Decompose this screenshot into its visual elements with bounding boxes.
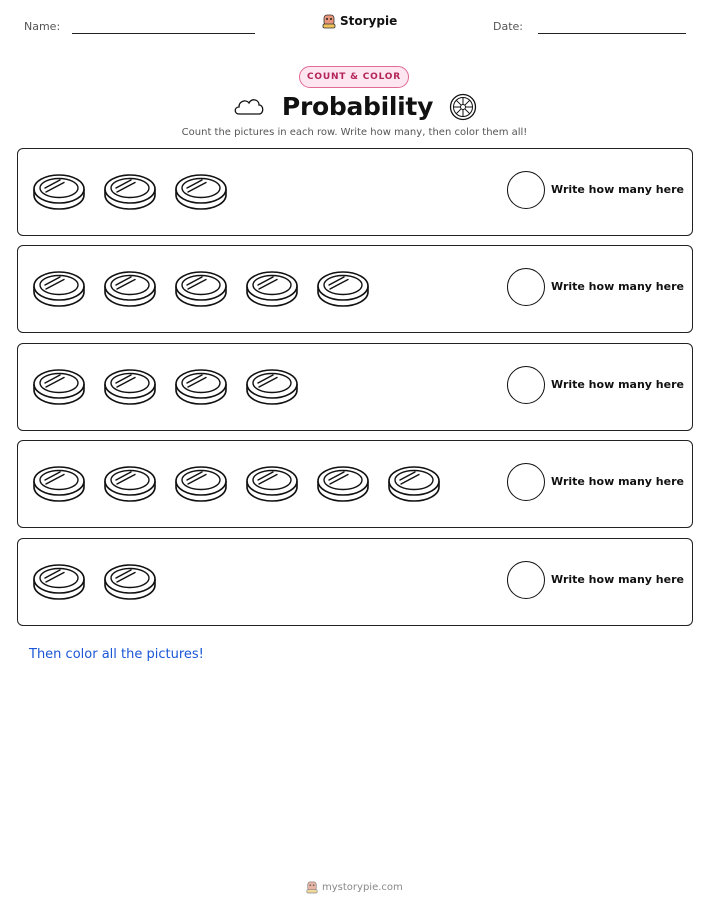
coin-icon[interactable] [173, 365, 229, 409]
coin-icon[interactable] [386, 462, 442, 506]
coin-icon[interactable] [173, 267, 229, 311]
answer-label: Write how many here [551, 183, 684, 196]
picture-group [31, 539, 158, 625]
picture-group [31, 441, 442, 527]
site-url: mystorypie.com [322, 881, 403, 893]
count-row [17, 343, 693, 431]
coin-icon[interactable] [244, 267, 300, 311]
wheel-icon [449, 93, 477, 121]
count-row [17, 440, 693, 528]
name-label: Name: [24, 20, 61, 33]
title-row [0, 92, 709, 121]
coin-icon[interactable] [31, 365, 87, 409]
coin-icon[interactable] [31, 170, 87, 214]
answer-circle[interactable] [507, 561, 545, 599]
coin-icon[interactable] [102, 267, 158, 311]
date-label: Date: [493, 20, 523, 33]
instructions: Count the pictures in each row. Write how many, then color them all! [181, 127, 528, 138]
name-field[interactable] [72, 33, 255, 34]
site-footer [306, 880, 403, 894]
answer-circle[interactable] [507, 171, 545, 209]
answer-circle[interactable] [507, 463, 545, 501]
answer-label: Write how many here [551, 573, 684, 586]
answer-label: Write how many here [551, 378, 684, 391]
picture-group [31, 344, 300, 430]
answer-label: Write how many here [551, 280, 684, 293]
brand-logo [322, 13, 397, 29]
coin-icon[interactable] [244, 462, 300, 506]
coin-icon[interactable] [173, 462, 229, 506]
coin-icon[interactable] [31, 462, 87, 506]
coin-icon[interactable] [173, 170, 229, 214]
picture-group [31, 149, 229, 235]
brand-name: Storypie [340, 14, 398, 28]
coin-icon[interactable] [102, 170, 158, 214]
storypie-mascot-icon [306, 880, 318, 894]
coin-icon[interactable] [315, 462, 371, 506]
coin-icon[interactable] [244, 365, 300, 409]
answer-label: Write how many here [551, 475, 684, 488]
date-field[interactable] [538, 33, 686, 34]
page-title: Probability [281, 92, 434, 121]
count-row [17, 538, 693, 626]
picture-group [31, 246, 371, 332]
answer-circle[interactable] [507, 268, 545, 306]
coin-icon[interactable] [102, 462, 158, 506]
count-row [17, 245, 693, 333]
coin-icon[interactable] [31, 560, 87, 604]
answer-circle[interactable] [507, 366, 545, 404]
coin-icon[interactable] [31, 267, 87, 311]
coin-icon[interactable] [102, 560, 158, 604]
storypie-mascot-icon [322, 13, 336, 29]
cloud-icon [232, 95, 266, 119]
coin-icon[interactable] [102, 365, 158, 409]
count-row [17, 148, 693, 236]
coin-icon[interactable] [315, 267, 371, 311]
activity-badge: COUNT & COLOR [299, 66, 409, 88]
footer-note: Then color all the pictures! [29, 647, 204, 662]
